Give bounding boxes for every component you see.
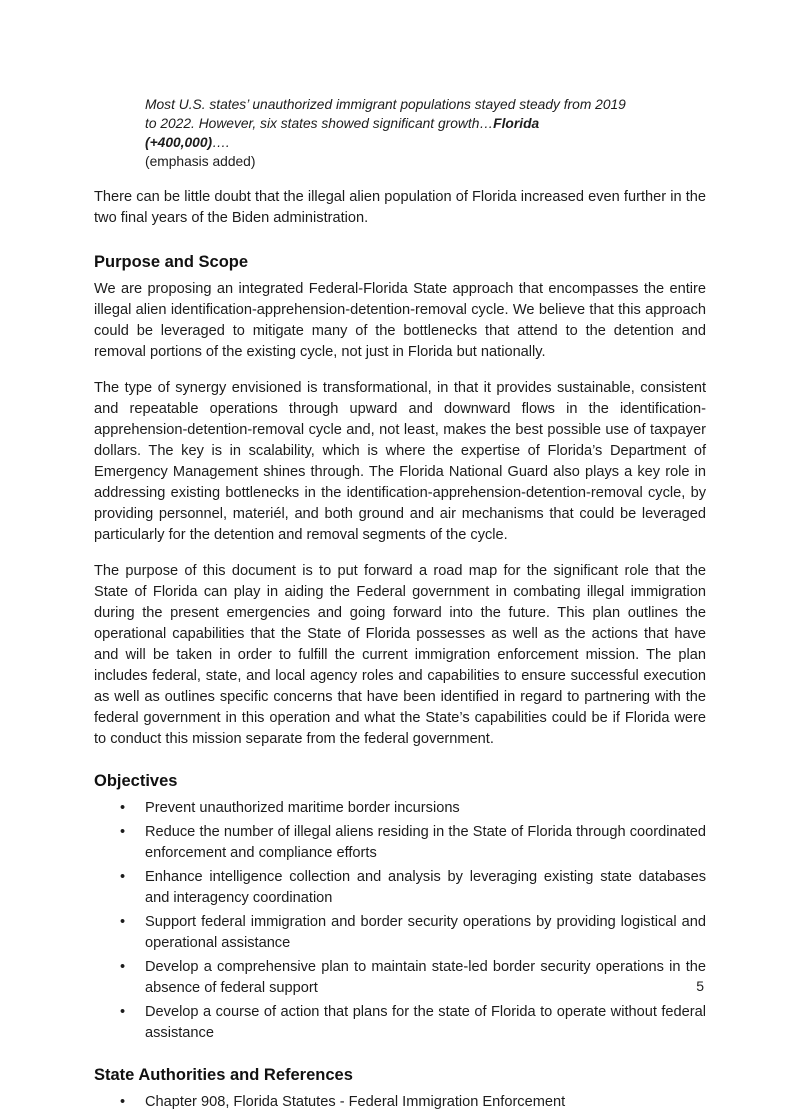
objective-item: • Prevent unauthorized maritime border incursions	[145, 798, 706, 819]
quote-emphasis-note: (emphasis added)	[145, 154, 256, 169]
objective-item: • Develop a course of action that plans for the state of Florida to operate without federal assistance	[145, 1002, 706, 1044]
block-quote	[145, 95, 626, 171]
purpose-paragraph-2: The type of synergy envisioned is transformational, in that it provides sustainable, consistent and repeatable operations through upward and downward flows in the identification-apprehension-detention-removal cycle and, not least, makes the best possible use of taxpayer dollars. The key is in scalability, which is where the expertise of Florida’s Department of Emergency Management shines through. The Florida National Guard also plays a key role in addressing existing bottlenecks in the identification-apprehension-detention-removal cycle, by providing personnel, materiél, and both ground and air mechanisms that could be leveraged particularly for the detention and removal segments of the cycle.	[94, 380, 706, 543]
purpose-paragraph-3: The purpose of this document is to put forward a road map for the significant role that the State of Florida can play in aiding the Federal government in combating illegal immigration during the present emergencies and going forward into the future. This plan outlines the operational capabilities that the State of Florida possesses as well as the actions that have and will be taken in order to fulfill the current immigration enforcement mission. The plan includes federal, state, and local agency roles and capabilities to ensure successful execution as well as outlines specific concerns that have been identified in regard to partnering with the federal government in this operation and what the State’s capabilities could be if Florida were to conduct this mission separate from the federal government.	[94, 563, 706, 747]
objective-item: • Reduce the number of illegal aliens residing in the State of Florida through coordinated enforcement and compliance efforts	[145, 822, 706, 864]
objective-item: • Enhance intelligence collection and analysis by leveraging existing state databases and interagency coordination	[145, 867, 706, 909]
quote-text-before: Most U.S. states’ unauthorized immigrant populations stayed steady from 2019 to 2022. However, six states showed significant growth…	[145, 97, 626, 131]
quote-bold-text: Florida (+400,000)	[145, 116, 540, 150]
quote-text	[145, 95, 626, 152]
page-number: 5	[696, 978, 704, 994]
quote-text-after: ….	[212, 135, 230, 150]
objective-item: • Support federal immigration and border security operations by providing logistical and operational assistance	[145, 912, 706, 954]
objective-item: • Develop a comprehensive plan to maintain state-led border security operations in the absence of federal support	[145, 957, 706, 999]
intro-paragraph: There can be little doubt that the illegal alien population of Florida increased even further in the two final years of the Biden administration.	[94, 189, 706, 226]
purpose-paragraph-1: We are proposing an integrated Federal-Florida State approach that encompasses the entire illegal alien identification-apprehension-detention-removal cycle. We believe that this approach could be leveraged to mitigate many of the bottlenecks that attend to the detention and removal portions of the existing cycle, not just in Florida but nationally.	[94, 281, 706, 360]
objectives-list	[94, 798, 706, 1044]
section-heading-state-authorities: State Authorities and References	[94, 1066, 353, 1084]
section-heading-objectives: Objectives	[94, 772, 178, 790]
authorities-list	[94, 1092, 706, 1113]
section-heading-purpose-and-scope: Purpose and Scope	[94, 253, 249, 271]
authority-item: • Chapter 908, Florida Statutes - Federal Immigration Enforcement	[145, 1092, 706, 1113]
